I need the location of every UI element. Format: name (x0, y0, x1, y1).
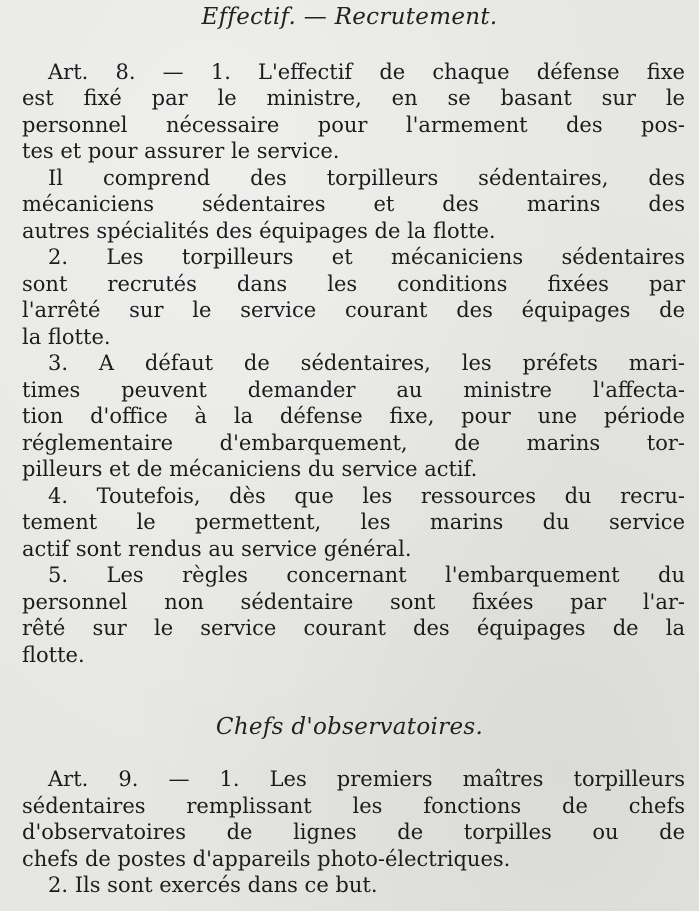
text-line: 3. A défaut de sédentaires, les préfets mari- (48, 351, 685, 375)
text-line: actif sont rendus au service général. (22, 537, 412, 561)
text-line: tes et pour assurer le service. (22, 139, 340, 163)
text-line: mécaniciens sédentaires et des marins des (22, 192, 685, 216)
text-line: d'observatoires de lignes de torpilles ou de (22, 820, 685, 844)
text-line: tion d'office à la défense fixe, pour une période (22, 404, 685, 428)
text-line: est fixé par le ministre, en se basant sur le (22, 86, 685, 110)
text-line: autres spécialités des équipages de la flotte. (22, 219, 496, 243)
text-line: rêté sur le service courant des équipages de la (22, 616, 685, 640)
text-line: 2. Ils sont exercés dans ce but. (48, 873, 378, 897)
text-line: tement le permettent, les marins du service (22, 510, 685, 534)
text-line: 5. Les règles concernant l'embarquement du (48, 563, 685, 587)
text-line: Il comprend des torpilleurs sédentaires, des (48, 166, 685, 190)
section-heading-chefs: Chefs d'observatoires. (215, 714, 484, 740)
text-line: la flotte. (22, 325, 111, 349)
text-line: flotte. (22, 643, 85, 667)
text-line: pilleurs et de mécaniciens du service actif. (22, 457, 478, 481)
text-line: 4. Toutefois, dès que les ressources du recru- (48, 484, 685, 508)
text-line: chefs de postes d'appareils photo-électriques. (22, 847, 511, 871)
text-line: réglementaire d'embarquement, de marins tor- (22, 431, 685, 455)
section-heading-effectif: Effectif. — Recrutement. (201, 4, 498, 30)
text-line: times peuvent demander au ministre l'affecta- (22, 378, 685, 402)
text-line: 2. Les torpilleurs et mécaniciens sédentaires (48, 245, 685, 269)
text-line: personnel non sédentaire sont fixées par l'ar- (22, 590, 685, 614)
text-line: Art. 8. — 1. L'effectif de chaque défense fixe (48, 60, 685, 84)
text-line: l'arrêté sur le service courant des équipages de (22, 298, 685, 322)
text-line: sédentaires remplissant les fonctions de chefs (22, 794, 685, 818)
text-line: Art. 9. — 1. Les premiers maîtres torpilleurs (48, 767, 685, 791)
text-line: personnel nécessaire pour l'armement des pos- (22, 113, 685, 137)
text-line: sont recrutés dans les conditions fixées par (22, 272, 685, 296)
